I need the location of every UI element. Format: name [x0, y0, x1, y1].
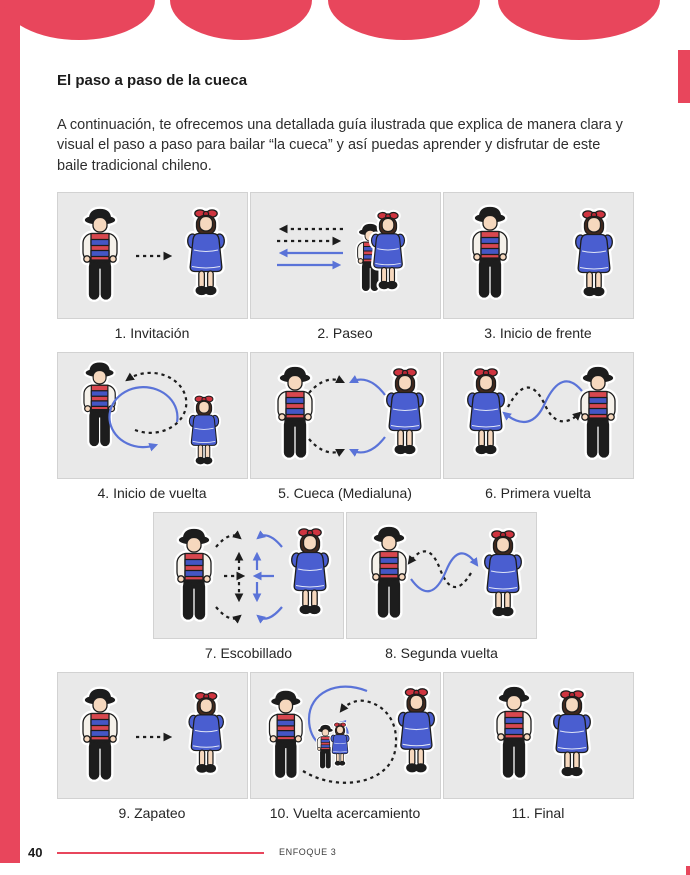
panel-caption: 3. Inicio de frente [484, 325, 592, 341]
panel-step-7 [153, 512, 344, 662]
panel-caption: 6. Primera vuelta [485, 485, 591, 501]
man-figure [177, 530, 211, 620]
left-accent-bar [0, 0, 20, 863]
step-illustration-zapateo [57, 672, 248, 799]
panel-step-2 [250, 192, 441, 342]
man-figure [473, 208, 507, 298]
panel-step-11 [443, 672, 634, 822]
corner-accent [686, 866, 690, 875]
step-illustration-invitacion [57, 192, 248, 319]
woman-figure [575, 211, 612, 296]
woman-figure [188, 693, 222, 773]
panel-caption: 4. Inicio de vuelta [97, 485, 207, 501]
woman-figure [189, 396, 218, 464]
scallop-decoration [170, 0, 312, 40]
man-figure [83, 690, 117, 780]
panel-caption: 1. Invitación [114, 325, 190, 341]
intro-paragraph: A continuación, te ofrecemos una detallada guía ilustrada que explica de manera clara y visual el paso a paso para bailar “la cueca” y así puedas aprender y disfrutar de este baile tradicional chileno. [57, 116, 623, 174]
step-illustration-inicio-vuelta [57, 352, 248, 479]
scallop-decoration [498, 0, 660, 40]
step-illustration-escobillado [153, 512, 344, 639]
man-figure [372, 528, 406, 618]
step-illustration-segunda-vuelta [346, 512, 537, 639]
solid-curve-arrow-bottom [351, 437, 385, 452]
woman-figure [467, 369, 504, 454]
grid-row-3 [56, 512, 634, 662]
dashed-curve-arrow-bottom [216, 607, 240, 619]
panel-step-4 [57, 352, 248, 502]
panel-caption: 2. Paseo [317, 325, 373, 341]
step-illustration-vuelta-acercamiento [250, 672, 441, 799]
scallop-decoration [328, 0, 480, 40]
grid-row-2 [56, 352, 634, 502]
woman-figure [485, 531, 522, 616]
woman-figure [398, 689, 434, 772]
footer-rule [57, 852, 264, 854]
dashed-curve-arrow-top [309, 380, 343, 393]
man-figure [83, 210, 117, 300]
solid-circle-arrow [109, 387, 177, 447]
man-figure [581, 368, 615, 458]
panel-step-3 [443, 192, 634, 342]
man-figure [83, 363, 114, 445]
scallop-decoration [3, 0, 155, 40]
woman-figure [187, 210, 224, 295]
dashed-circle-arrow [127, 373, 186, 433]
panel-caption: 7. Escobillado [204, 645, 293, 661]
panel-step-10 [250, 672, 441, 822]
woman-figure [553, 691, 590, 776]
panel-step-9 [57, 672, 248, 822]
panel-caption: 11. Final [511, 805, 565, 821]
solid-s-curve-arrow [411, 553, 477, 591]
woman-figure [386, 369, 423, 454]
panel-step-1 [57, 192, 248, 342]
grid-row-1 [56, 192, 634, 342]
steps-grid [56, 192, 634, 832]
woman-figure [292, 529, 329, 614]
panel-step-6 [443, 352, 634, 502]
section-edge-tab [678, 50, 690, 103]
step-illustration-paseo [250, 192, 441, 319]
page-number: 40 [28, 845, 43, 860]
page-title: El paso a paso de la cueca [57, 72, 248, 90]
step-illustration-medialuna [250, 352, 441, 479]
panel-step-5 [250, 352, 441, 502]
panel-caption: 8. Segunda vuelta [385, 645, 498, 661]
solid-curve-arrow-bottom [258, 607, 282, 619]
panel-caption: 10. Vuelta acercamiento [269, 805, 421, 821]
man-figure [269, 691, 302, 777]
dashed-curve-arrow-bottom [309, 439, 343, 452]
step-illustration-inicio-frente [443, 192, 634, 319]
step-illustration-final [443, 672, 634, 799]
step-illustration-primera-vuelta [443, 352, 634, 479]
man-figure [497, 688, 531, 778]
panel-caption: 5. Cueca (Medialuna) [278, 485, 412, 501]
panel-caption: 9. Zapateo [118, 805, 186, 821]
section-label: ENFOQUE 3 [279, 847, 337, 857]
man-figure [278, 368, 312, 458]
dashed-curve-arrow-top [216, 535, 240, 547]
solid-curve-arrow-top [258, 535, 282, 547]
solid-curve-arrow-top [351, 380, 385, 395]
panel-step-8 [346, 512, 537, 662]
grid-row-4 [56, 672, 634, 822]
